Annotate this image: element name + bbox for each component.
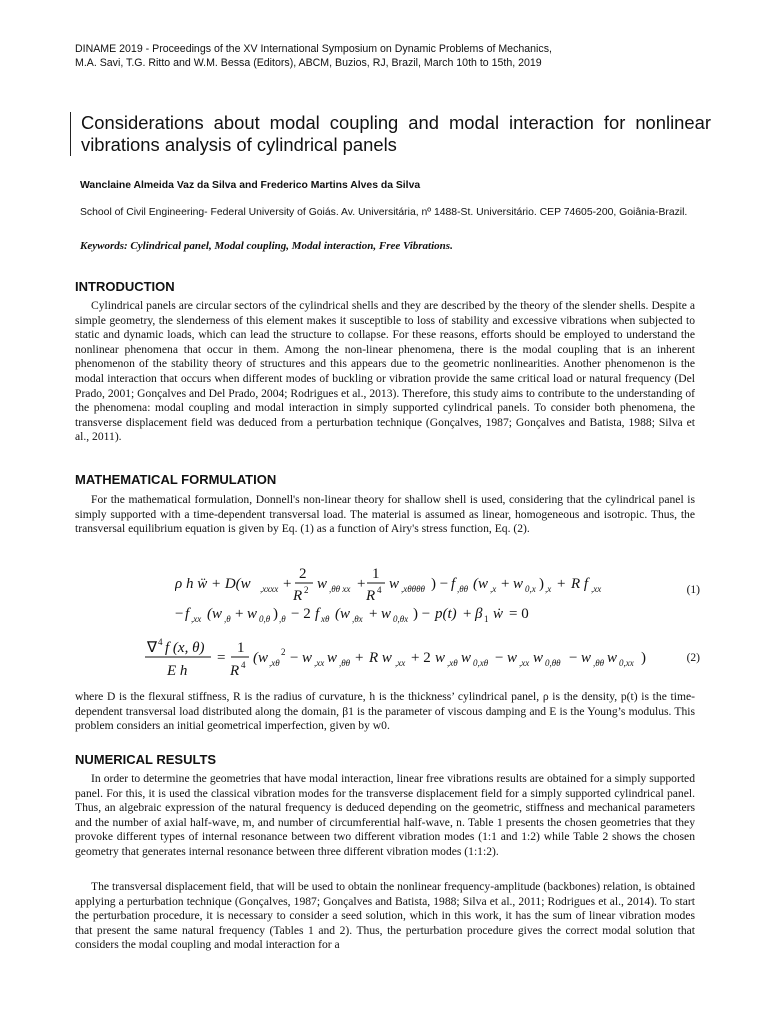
paper-title: Considerations about modal coupling and modal interaction for nonlinear vibrations analysis of cylindrical panels bbox=[81, 112, 711, 155]
svg-text:2: 2 bbox=[304, 585, 309, 595]
svg-text:,θθ: ,θθ bbox=[593, 658, 605, 668]
svg-text:E h: E h bbox=[167, 663, 188, 679]
results-heading: NUMERICAL RESULTS bbox=[75, 752, 217, 767]
svg-text:w: w bbox=[513, 576, 524, 592]
svg-text:,θθ: ,θθ bbox=[457, 584, 469, 594]
svg-text:2: 2 bbox=[281, 647, 286, 657]
results-paragraph-1: In order to determine the geometries that have modal interaction, linear free vibrations results are obtained for a simply supported panel. For this, it is used the classical vibration modes for the transverse displacement field for a simply supported cylindrical panel. Thus, an algebraic expression of the natural frequency is deduced depending on the geometric, stiffness and mechanical parameters and the number of axial half-wave, m, and number of circumferential half-wave, n. Table 1 presents the chosen geometries that they provoke different types of internal resonance between two different vibration modes (1:1 and 1:2) while Table 2 shows the chosen geometry that generates internal resonance between three different vibration modes (1:1:2). bbox=[75, 772, 695, 858]
svg-text:1: 1 bbox=[237, 640, 245, 656]
svg-text:(w: (w bbox=[207, 606, 222, 622]
svg-text:,θθ: ,θθ bbox=[339, 658, 351, 668]
svg-text:w: w bbox=[317, 576, 328, 592]
svg-text:−: − bbox=[175, 606, 184, 622]
svg-text:= 0: = 0 bbox=[509, 606, 529, 622]
svg-text:,θ: ,θ bbox=[279, 614, 286, 624]
svg-text:w: w bbox=[507, 650, 518, 666]
equation-1-number: (1) bbox=[686, 584, 700, 596]
svg-text:4: 4 bbox=[158, 637, 163, 647]
svg-text:xθ: xθ bbox=[321, 614, 330, 624]
svg-text:−: − bbox=[290, 650, 299, 666]
equation-2-number: (2) bbox=[686, 652, 700, 664]
svg-text:,xxxx: ,xxxx bbox=[260, 584, 279, 594]
svg-text:ẇ: ẇ bbox=[493, 606, 504, 622]
authors: Wanclaine Almeida Vaz da Silva and Frederico Martins Alves da Silva bbox=[80, 180, 421, 191]
svg-text:4: 4 bbox=[241, 660, 246, 670]
svg-text:0,θθ: 0,θθ bbox=[545, 658, 561, 668]
header-line-2: M.A. Savi, T.G. Ritto and W.M. Bessa (Editors), ABCM, Buzios, RJ, Brazil, March 10th to 15th, 2019 bbox=[75, 57, 542, 69]
svg-text:1: 1 bbox=[372, 566, 380, 582]
svg-text:+: + bbox=[463, 606, 472, 622]
svg-text:,θ: ,θ bbox=[224, 614, 231, 624]
svg-text:ρ h ẅ + D(w: ρ h ẅ + D(w bbox=[175, 576, 251, 592]
svg-text:w: w bbox=[247, 606, 258, 622]
svg-text:w: w bbox=[381, 606, 392, 622]
svg-text:−: − bbox=[495, 650, 504, 666]
equation-2-graphic bbox=[145, 636, 705, 682]
svg-text:(w: (w bbox=[253, 650, 268, 666]
svg-text:2: 2 bbox=[299, 566, 307, 582]
svg-text:0,θx: 0,θx bbox=[393, 614, 409, 624]
svg-text:+: + bbox=[369, 606, 378, 622]
svg-text:0,x: 0,x bbox=[525, 584, 536, 594]
equation-1-graphic bbox=[175, 562, 735, 626]
svg-text:R: R bbox=[366, 588, 376, 604]
svg-text:w: w bbox=[581, 650, 592, 666]
svg-text:+: + bbox=[557, 576, 566, 592]
svg-text:4: 4 bbox=[377, 585, 382, 595]
svg-text:w: w bbox=[461, 650, 472, 666]
svg-text:,x: ,x bbox=[490, 584, 497, 594]
keywords: Keywords: Cylindrical panel, Modal coupling, Modal interaction, Free Vibrations. bbox=[80, 240, 453, 252]
svg-text:β: β bbox=[475, 606, 483, 622]
svg-text:w: w bbox=[435, 650, 446, 666]
title-block bbox=[70, 112, 711, 156]
svg-text:f (x, θ): f (x, θ) bbox=[165, 640, 205, 656]
svg-text:) −: ) − bbox=[431, 576, 449, 592]
results-paragraph-2: The transversal displacement field, that will be used to obtain the nonlinear frequency-amplitude (backbones) relation, is obtained applying a perturbation technique (Gonçalves, 1987; Gonçalves and Batista, 1988; Silva et al., 2011; Rodrigues et al., 2014). To start the perturbation procedure, it is necessary to consider a seed solution, which in this work, it has the sum of linear vibration modes that present the same natural frequency (Tables 1 and 2). Thus, the perturbation procedure gives the correct modal solution that considers the modal coupling and modal interaction for a bbox=[75, 880, 695, 952]
svg-text:): ) bbox=[641, 650, 646, 666]
svg-text:∇: ∇ bbox=[147, 640, 158, 656]
svg-text:+: + bbox=[283, 576, 292, 592]
introduction-paragraph: Cylindrical panels are circular sectors of the cylindrical shells and they are described by the theory of the slender shells. Despite a simple geometry, the slenderness of this element makes it susceptible to loss of stability and excessive vibrations when subjected to static and dynamic loads, which can lead the structure to collapse. For these reasons, efforts should be employed to understand the nonlinear phenomena that occur in them. Among the non-linear phenomena, there is the modal coupling that is an inherent phenomenon of the stability theory of structures and this appears due to the geometric nonlinearities. Another phenomenon is the modal interaction that occurs when different modes of buckling or vibration provide the same critical load or natural frequency (Del Prado, 2001; Gonçalves and Del Prado, 2004; Rodrigues et al., 2013). Therefore, this study aims to contribute to the understanding of the phenomena: modal coupling and modal interaction in simply supported cylindrical panels. To consider both phenomena, the transverse displacement field was deduced from a perturbation technique (Gonçalves, 1987; Gonçalves and Batista, 1988; Silva et al., 2011). bbox=[75, 299, 695, 444]
equation-1 bbox=[75, 562, 700, 626]
svg-text:f: f bbox=[185, 606, 190, 622]
variables-paragraph: where D is the flexural stiffness, R is the radius of curvature, h is the thickness’ cylindrical panel, ρ is the density, p(t) is the time-dependent transversal load distributed along the domain, β1 is the parameter of viscous damping and E is the Young’s modulus. This problem considers an initial geometrical imperfection, given by w0. bbox=[75, 690, 695, 733]
equation-2 bbox=[75, 636, 700, 682]
svg-text:− 2: − 2 bbox=[291, 606, 311, 622]
svg-text:,xx: ,xx bbox=[519, 658, 530, 668]
svg-text:w: w bbox=[533, 650, 544, 666]
svg-text:,θθ xx: ,θθ xx bbox=[329, 584, 351, 594]
header-line-1: DINAME 2019 - Proceedings of the XV International Symposium on Dynamic Problems of Mechanics, bbox=[75, 43, 552, 55]
svg-text:,xθ: ,xθ bbox=[447, 658, 458, 668]
svg-text:,xx: ,xx bbox=[591, 584, 602, 594]
svg-text:+: + bbox=[501, 576, 510, 592]
svg-text:f: f bbox=[315, 606, 320, 622]
svg-text:R: R bbox=[293, 588, 303, 604]
svg-text:,xθθθθ: ,xθθθθ bbox=[401, 584, 425, 594]
svg-text:,θx: ,θx bbox=[352, 614, 363, 624]
svg-text:,xθ: ,xθ bbox=[269, 658, 280, 668]
svg-text:0,θ: 0,θ bbox=[259, 614, 271, 624]
proceedings-header bbox=[75, 42, 715, 70]
svg-text:f: f bbox=[451, 576, 456, 592]
math-paragraph: For the mathematical formulation, Donnell's non-linear theory for shallow shell is used, considering that the cylindrical panel is simply supported with a time-dependent transversal load. The material is assumed as linear, homogeneous and isotropic. Thus, the transversal equilibrium equation is given by Eq. (1) as a function of Airy's stress function, Eq. (2). bbox=[75, 493, 695, 536]
svg-text:R f: R f bbox=[571, 576, 589, 592]
affiliation: School of Civil Engineering- Federal University of Goiás. Av. Universitária, nº 1488-St. Universitário. CEP 74605-200, Goiânia-Brazil. bbox=[80, 207, 688, 218]
svg-text:p(t): p(t) bbox=[435, 606, 457, 622]
svg-text:(w: (w bbox=[335, 606, 350, 622]
svg-text:): ) bbox=[273, 606, 278, 622]
svg-text:,xx: ,xx bbox=[191, 614, 202, 624]
svg-text:1: 1 bbox=[484, 614, 489, 624]
svg-text:,x: ,x bbox=[545, 584, 552, 594]
svg-text:R w: R w bbox=[369, 650, 392, 666]
svg-text:) −: ) − bbox=[413, 606, 431, 622]
svg-text:w: w bbox=[302, 650, 313, 666]
math-heading: MATHEMATICAL FORMULATION bbox=[75, 472, 277, 487]
svg-text:w: w bbox=[327, 650, 338, 666]
svg-text:,xx: ,xx bbox=[395, 658, 406, 668]
svg-text:): ) bbox=[539, 576, 544, 592]
svg-text:0,xθ: 0,xθ bbox=[473, 658, 489, 668]
svg-text:,xx: ,xx bbox=[314, 658, 325, 668]
svg-text:+: + bbox=[235, 606, 244, 622]
svg-text:R: R bbox=[230, 663, 240, 679]
svg-text:−: − bbox=[569, 650, 578, 666]
svg-text:w: w bbox=[607, 650, 618, 666]
svg-text:(w: (w bbox=[473, 576, 488, 592]
svg-text:+: + bbox=[355, 650, 364, 666]
introduction-heading: INTRODUCTION bbox=[75, 279, 175, 294]
svg-text:0,xx: 0,xx bbox=[619, 658, 634, 668]
svg-text:+ 2: + 2 bbox=[411, 650, 431, 666]
svg-text:=: = bbox=[217, 650, 226, 666]
svg-text:w: w bbox=[389, 576, 400, 592]
svg-text:+: + bbox=[357, 576, 366, 592]
